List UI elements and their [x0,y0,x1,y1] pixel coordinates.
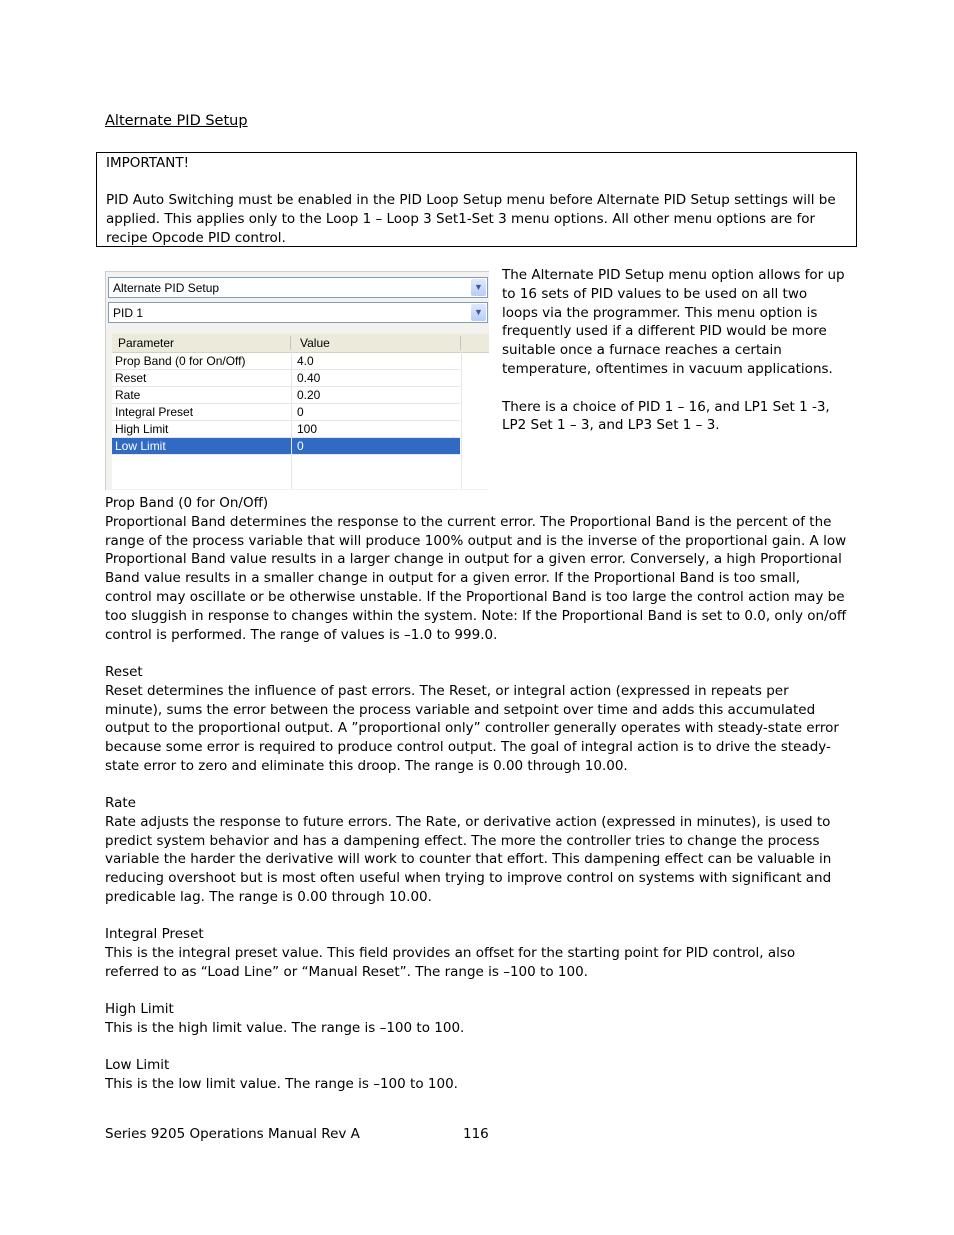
footer-title: Series 9205 Operations Manual Rev A [105,1126,360,1142]
range-min: –1.0 [404,626,433,643]
param-value[interactable]: 4.0 [297,354,314,368]
column-divider[interactable] [460,336,461,350]
page-heading: Alternate PID Setup [105,113,248,129]
column-divider[interactable] [290,336,291,350]
chevron-down-icon[interactable]: ▼ [471,279,486,296]
section-low-limit [105,1056,850,1094]
range-max: 100 [427,1075,454,1092]
section-text: This is the low limit value. The range is –100 to 100. [105,1075,458,1092]
important-notice-box [96,152,857,247]
section-heading: Integral Preset [105,926,204,942]
side-paragraph: There is a choice of PID 1 – 16, and LP1 Set 1 -3, LP2 Set 1 – 3, and LP3 Set 1 – 3. [502,398,830,434]
table-row-selected[interactable] [112,438,460,455]
param-name: Rate [115,388,141,402]
alternate-pid-screenshot [105,271,489,490]
side-paragraph: The Alternate PID Setup menu option allows for up to 16 sets of PID values to be used on all two loops via the programmer. This menu option is frequently used if a different PID would be more suitable once a furnace reaches a certain temperature, oftentimes in vacuum applications. [502,267,845,377]
param-name: High Limit [115,422,169,436]
section-heading: Low Limit [105,1057,170,1073]
section-text: Proportional Band determines the response to the current error. The Proportional Band is the percent of the range of the process variable that will produce 100% output and is the inverse of the proportional gain. A low Proportional Band value results in a larger change in output for a given error. Conversely, a high Proportional Band value results in a smaller change in output for a given error. If the Proportional Band is too small, control may oscillate or be otherwise unstable. If the Proportional Band is too large the control action may be too sluggish in response to changes within the system. Note: If the Proportional Band is set to 0.0, only on/off control is performed. The range of values is –1.0 to 999.0. [105,513,847,643]
section-prop-band [105,494,850,644]
table-row[interactable] [112,387,460,404]
section-reset [105,663,850,776]
param-value[interactable]: 100 [297,422,318,436]
param-name: Integral Preset [115,405,194,419]
section-text: This is the integral preset value. This field provides an offset for the starting point for PID control, also referred to as “Load Line” or “Manual Reset”. The range is –100 to 100. [105,944,796,980]
section-heading: Rate [105,795,136,811]
chevron-down-icon[interactable]: ▼ [471,304,486,321]
param-name: Low Limit [115,439,166,453]
range-max: 100 [434,1019,461,1036]
parameter-grid [112,334,489,489]
table-row[interactable] [112,404,460,421]
section-text: Reset determines the influence of past errors. The Reset, or integral action (expressed in repeats per minute), sums the error between the process variable and setpoint over time and adds this accumulated output to the proportional output. A ”proportional only” controller generally operates with steady-state error because some error is required to produce control output. The goal of integral action is to drive the steady-state error to zero and eliminate this droop. The range is 0.00 through 10.00. [105,682,839,774]
page-number: 116 [463,1126,489,1142]
param-name: Reset [115,371,147,385]
pid-select[interactable] [108,302,488,323]
column-header-value[interactable]: Value [300,336,330,350]
param-value[interactable]: 0.20 [297,388,321,402]
section-text: This is the high limit value. The range is –100 to 100. [105,1019,465,1036]
section-text: Rate adjusts the response to future errors. The Rate, or derivative action (expressed in minutes), is used to predict system behavior and has a dampening effect. The more the controller tries to change the process variable the harder the derivative will work to counter that effort. This dampening effect can be valuable in reducing overshoot but is most often useful when trying to improve control on systems with significant and predicable lag. The range is 0.00 through 10.00. [105,813,832,905]
pid-select-value: PID 1 [113,306,144,320]
table-row[interactable] [112,353,460,370]
range-max: 100 [557,963,584,980]
table-row[interactable] [112,421,460,438]
range-max: 10.00 [584,757,624,774]
important-body: PID Auto Switching must be enabled in the PID Loop Setup menu before Alternate PID Setup settings will be applied. This applies only to the Loop 1 – Loop 3 Set1-Set 3 menu options. All other menu options are for recipe Opcode PID control. [106,192,836,246]
param-name: Prop Band (0 for On/Off) [115,354,246,368]
section-rate [105,794,850,907]
section-heading: Prop Band (0 for On/Off) [105,495,269,511]
grid-line [461,352,462,489]
menu-select-value: Alternate PID Setup [113,281,220,295]
column-header-parameter[interactable]: Parameter [118,336,175,350]
section-heading: Reset [105,664,143,680]
side-description [502,266,847,435]
grid-header [112,334,489,353]
menu-select[interactable] [108,277,488,298]
param-value[interactable]: 0.40 [297,371,321,385]
section-heading: High Limit [105,1001,174,1017]
range-min: –100 [373,1075,406,1092]
grid-line [291,352,292,489]
section-high-limit [105,1000,850,1038]
range-min: –100 [379,1019,413,1036]
param-value[interactable]: 0 [297,405,304,419]
param-value[interactable]: 0 [297,439,304,453]
range-min: 0.00 [493,757,524,774]
range-min: 0.00 [297,888,328,905]
range-max: 10.00 [388,888,428,905]
range-max: 999.0 [454,626,494,643]
important-title: IMPORTANT! [106,155,189,171]
range-min: –100 [503,963,536,980]
section-integral-preset [105,925,850,981]
table-row[interactable] [112,370,460,387]
